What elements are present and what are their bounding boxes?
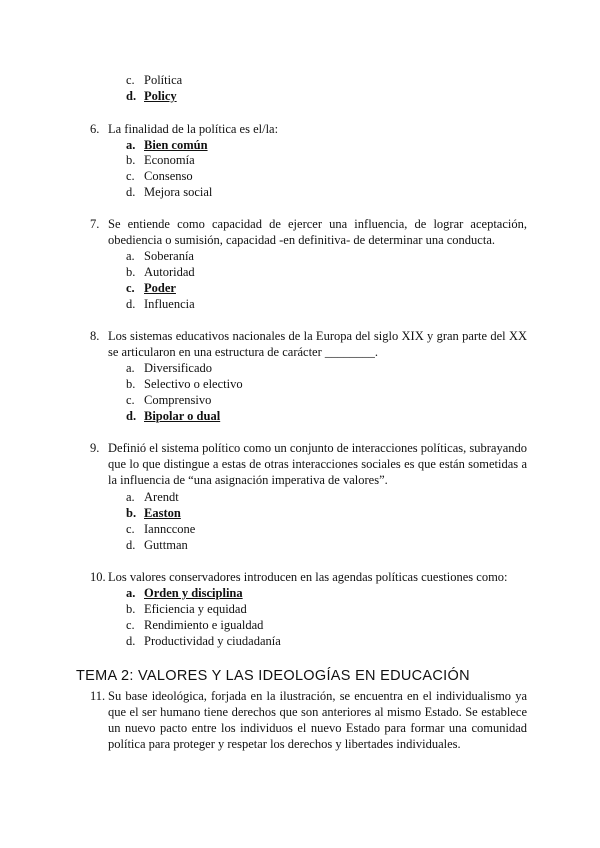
option-d: d. Guttman xyxy=(126,538,188,552)
question-text: Los valores conservadores introducen en las agendas políticas cuestiones como: xyxy=(108,570,508,584)
option-a-correct: a. Bien común xyxy=(126,138,208,152)
question-8 xyxy=(90,328,527,360)
question-text: Los sistemas educativos nacionales de la Europa del siglo XIX y gran parte del XX se articularon en una estructura de carácter ________. xyxy=(108,329,527,359)
question-number: 8. xyxy=(90,329,100,343)
option-d: d. Productividad y ciudadanía xyxy=(126,634,281,648)
option-b-correct: b. Easton xyxy=(126,506,181,520)
option-b: b. Eficiencia y equidad xyxy=(126,602,247,616)
option-c-correct: c. Poder xyxy=(126,281,176,295)
question-text: Su base ideológica, forjada en la ilustración, se encuentra en el individualismo ya que el ser humano tiene derechos que son anteriores al mismo Estado. Se establece un nuevo pacto entre los individuos el nuevo Estado para formar una comunidad política para proteger y respetar los derechos y libertades individuales. xyxy=(108,689,527,751)
question-number: 9. xyxy=(90,441,100,455)
question-text: La finalidad de la política es el/la: xyxy=(108,122,279,136)
question-11 xyxy=(90,688,527,752)
option-c: c. Política xyxy=(126,73,183,87)
option-b: b. Selectivo o electivo xyxy=(126,377,243,391)
option-a: a. Arendt xyxy=(126,490,179,504)
option-d: d. Mejora social xyxy=(126,185,213,199)
option-a: a. Diversificado xyxy=(126,361,213,375)
option-d-correct: d. Policy xyxy=(126,89,177,103)
option-c: c. Consenso xyxy=(126,169,193,183)
question-number: 6. xyxy=(90,122,100,136)
option-c: c. Iannccone xyxy=(126,522,196,536)
question-9 xyxy=(90,440,527,488)
question-6 xyxy=(90,121,527,137)
option-a-correct: a. Orden y disciplina xyxy=(126,586,243,600)
option-d: d. Influencia xyxy=(126,297,195,311)
section-heading: TEMA 2: VALORES Y LAS IDEOLOGÍAS EN EDUCACIÓN xyxy=(76,668,470,684)
question-number: 7. xyxy=(90,217,100,231)
question-number: 11. xyxy=(90,689,106,703)
question-text: Definió el sistema político como un conjunto de interacciones políticas, subrayando que lo que distingue a estas de otras interacciones sociales es que están sometidas a la influencia de “una asignación imperativa de valores”. xyxy=(108,441,527,487)
question-10 xyxy=(90,569,527,585)
option-b: b. Economía xyxy=(126,153,195,167)
question-text: Se entiende como capacidad de ejercer una influencia, de lograr aceptación, obediencia o sumisión, capacidad -en definitiva- de determinar una conducta. xyxy=(108,217,527,247)
option-b: b. Autoridad xyxy=(126,265,195,279)
question-number: 10. xyxy=(90,570,106,584)
option-d-correct: d. Bipolar o dual xyxy=(126,409,221,423)
question-7 xyxy=(90,216,527,248)
option-c: c. Rendimiento e igualdad xyxy=(126,618,264,632)
option-a: a. Soberanía xyxy=(126,249,194,263)
option-c: c. Comprensivo xyxy=(126,393,212,407)
